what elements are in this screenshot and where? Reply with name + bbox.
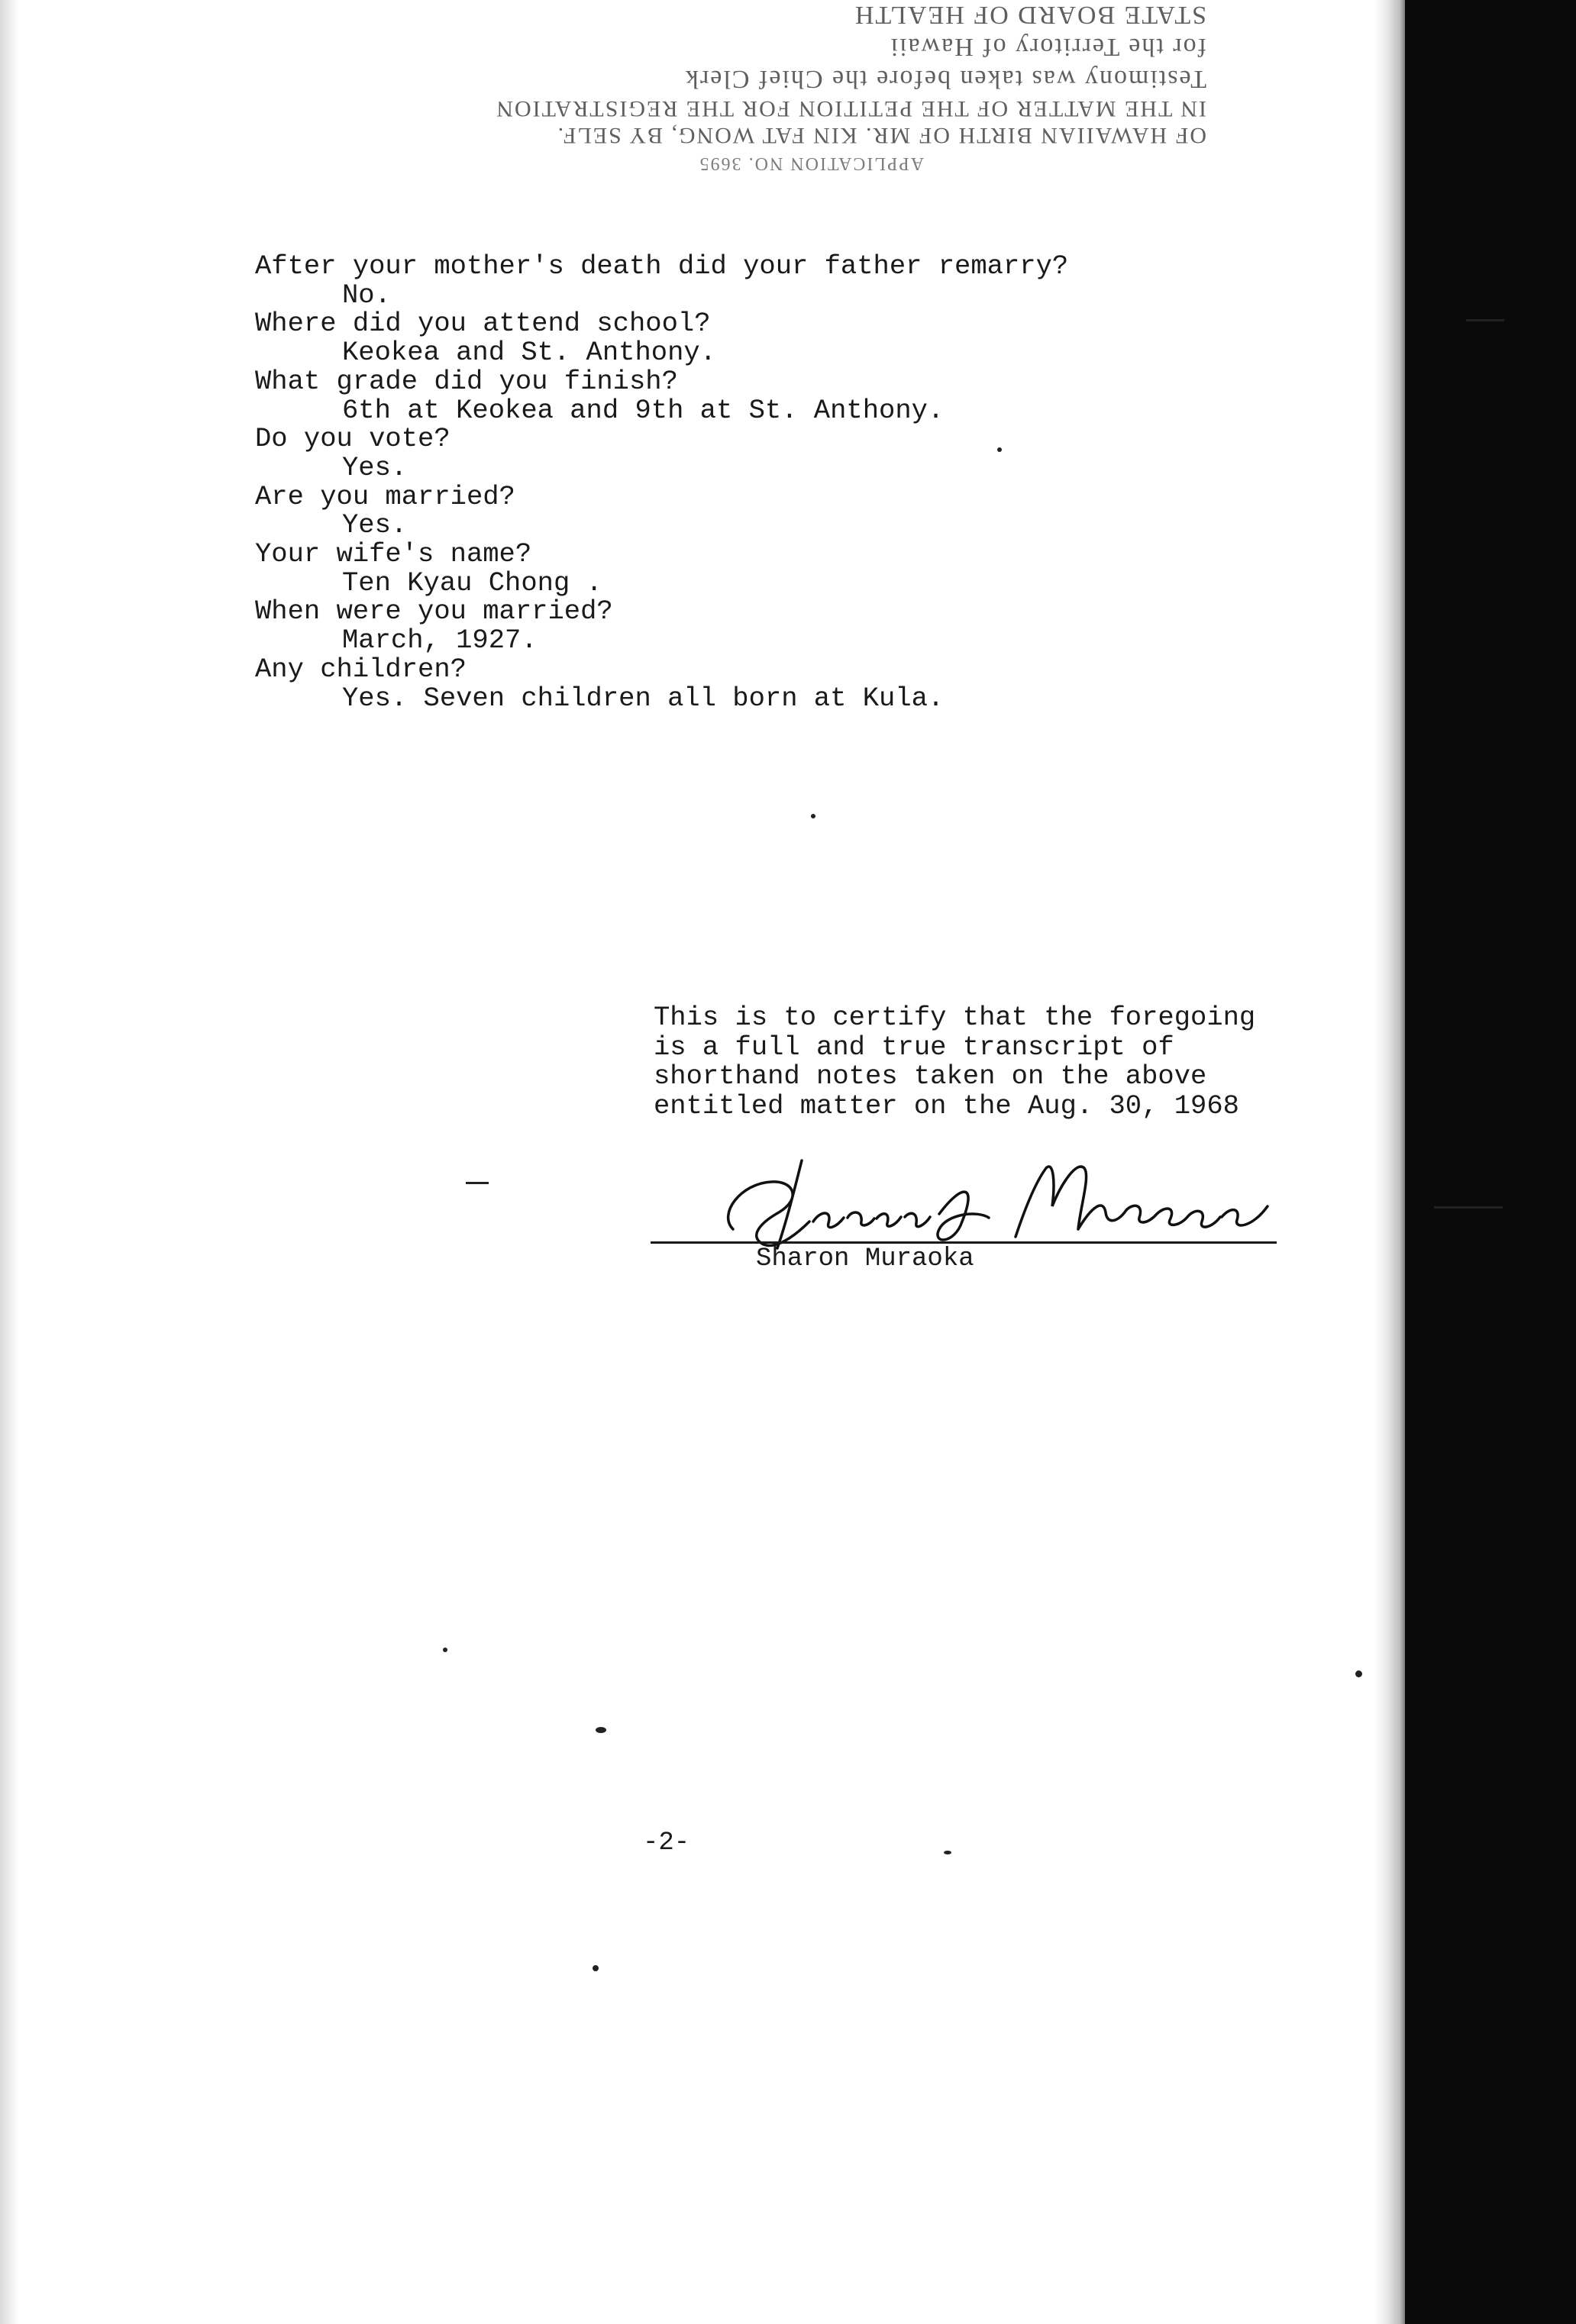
signer-name: Sharon Muraoka <box>756 1244 974 1273</box>
question: What grade did you finish? <box>255 365 678 397</box>
answer: Yes. <box>342 509 408 541</box>
scan-left-edge <box>0 0 18 2324</box>
bleed-line-6: APPLICATION NO. 3695 <box>698 153 924 173</box>
answer: 6th at Keokea and 9th at St. Anthony. <box>342 394 945 426</box>
stray-mark <box>1466 319 1504 321</box>
stray-mark <box>1434 1206 1503 1209</box>
question: Are you married? <box>255 480 515 512</box>
scan-edge-gradient <box>1374 0 1406 2324</box>
scan-black-bar <box>1405 0 1576 2324</box>
speckle <box>811 814 815 818</box>
certification-line-1: This is to certify that the foregoing <box>654 1002 1256 1033</box>
page-number: -2- <box>643 1829 690 1858</box>
bleed-line-1: STATE BOARD OF HEALTH <box>853 1 1206 29</box>
answer: Yes. <box>342 451 408 483</box>
question: Your wife's name? <box>255 538 532 570</box>
speckle <box>443 1648 447 1652</box>
question: After your mother's death did your father remarry? <box>255 250 1069 282</box>
speckle <box>1355 1670 1362 1677</box>
bleed-line-5: OF HAWAIIAN BIRTH OF MR. KIN FAT WONG, BY SELF. <box>556 123 1206 148</box>
speckle <box>997 447 1002 452</box>
speckle <box>944 1851 951 1854</box>
stray-mark <box>466 1182 489 1184</box>
question: Any children? <box>255 653 467 685</box>
speckle <box>593 1965 599 1971</box>
certification-line-4: entitled matter on the Aug. 30, 1968 <box>654 1089 1239 1122</box>
certification-statement <box>654 1003 1255 1121</box>
answer: No. <box>342 279 391 311</box>
question: Where did you attend school? <box>255 308 711 340</box>
bleed-line-2: for the Territory of Hawaii <box>889 33 1206 61</box>
bleed-line-4: IN THE MATTER OF THE PETITION FOR THE REGISTRATION <box>495 96 1206 121</box>
answer: March, 1927. <box>342 625 538 657</box>
certification-line-3: shorthand notes taken on the above <box>654 1060 1207 1092</box>
certification-line-2: is a full and true transcript of <box>654 1031 1174 1063</box>
answer: Keokea and St. Anthony. <box>342 337 716 369</box>
testimony-transcript <box>255 252 1068 712</box>
signature-line <box>651 1241 1277 1244</box>
speckle <box>596 1727 606 1733</box>
bleed-line-3: Testimony was taken before the Chief Clerk <box>684 65 1206 93</box>
question: When were you married? <box>255 596 613 628</box>
answer: Ten Kyau Chong . <box>342 566 602 599</box>
question: Do you vote? <box>255 423 451 455</box>
answer: Yes. Seven children all born at Kula. <box>342 682 945 714</box>
